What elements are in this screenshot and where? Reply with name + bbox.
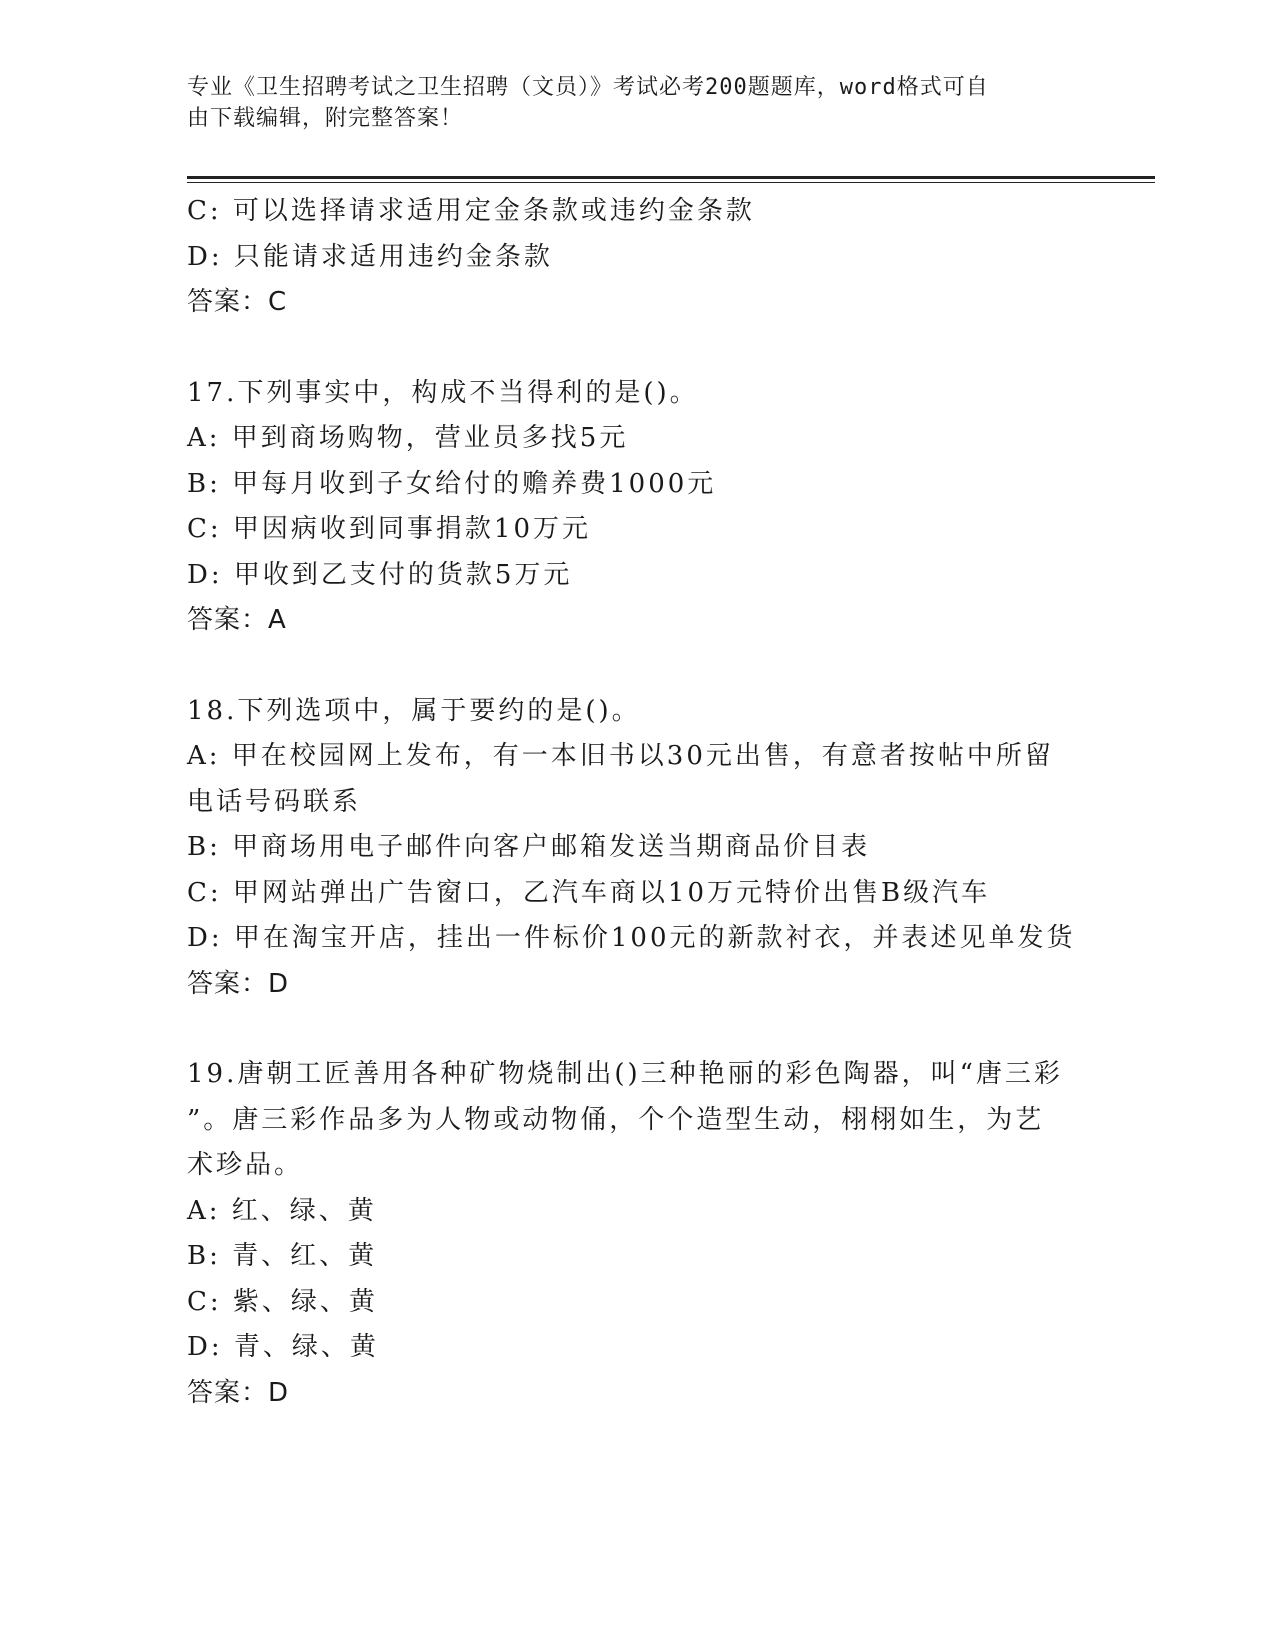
continued-question [187, 189, 1087, 326]
option-line: A: 甲在校园网上发布，有一本旧书以30元出售，有意者按帖中所留 [187, 741, 1054, 771]
option-line: D: 甲收到乙支付的货款5万元 [187, 559, 573, 590]
option-line: D: 甲在淘宝开店，挂出一件标价100元的新款衬衣，并表述见单发货 [187, 923, 1076, 953]
header-line-2: 由下载编辑，附完整答案！ [187, 106, 464, 131]
question-stem: 19.唐朝工匠善用各种矿物烧制出()三种艳丽的彩色陶器，叫“唐三彩 [187, 1059, 1063, 1089]
header-line-1: 专业《卫生招聘考试之卫生招聘（文员）》考试必考200题题库，word格式可自 [187, 75, 989, 100]
option-line: C: 甲网站弹出广告窗口，乙汽车商以10万元特价出售B级汽车 [187, 877, 991, 908]
option-line: D: 只能请求适用违约金条款 [187, 241, 553, 272]
option-line: A: 红、绿、黄 [187, 1195, 377, 1226]
question-stem: 17.下列事实中，构成不当得利的是()。 [187, 377, 699, 408]
option-line: B: 甲每月收到子女给付的赡养费1000元 [187, 468, 717, 499]
answer-line: 答案：D [187, 1377, 290, 1408]
option-line: C: 甲因病收到同事捐款10万元 [187, 514, 592, 544]
option-line: C: 可以选择请求适用定金条款或违约金条款 [187, 196, 755, 226]
option-line: C: 紫、绿、黄 [187, 1286, 378, 1317]
spacer [187, 644, 1087, 689]
answer-line: 答案：C [187, 287, 288, 317]
spacer [187, 1007, 1087, 1052]
question-19 [187, 1052, 1087, 1416]
question-stem: 18.下列选项中，属于要约的是()。 [187, 695, 641, 726]
header-rule-thick [187, 176, 1155, 179]
option-line: D: 青、绿、黄 [187, 1332, 379, 1362]
option-line: 电话号码联系 [187, 786, 362, 817]
option-line: B: 青、红、黄 [187, 1241, 378, 1271]
option-line: A: 甲到商场购物，营业员多找5元 [187, 423, 629, 453]
option-line: B: 甲商场用电子邮件向客户邮箱发送当期商品价目表 [187, 832, 871, 862]
spacer [187, 326, 1087, 371]
document-header [187, 72, 1067, 134]
answer-line: 答案：A [187, 605, 287, 635]
header-rule-thin [187, 182, 1155, 183]
question-stem: 术珍品。 [187, 1150, 304, 1180]
answer-line: 答案：D [187, 968, 290, 999]
question-stem: ”。唐三彩作品多为人物或动物俑，个个造型生动，栩栩如生，为艺 [187, 1104, 1045, 1135]
document-body [187, 189, 1087, 1416]
question-17 [187, 371, 1087, 644]
question-18 [187, 689, 1087, 1008]
